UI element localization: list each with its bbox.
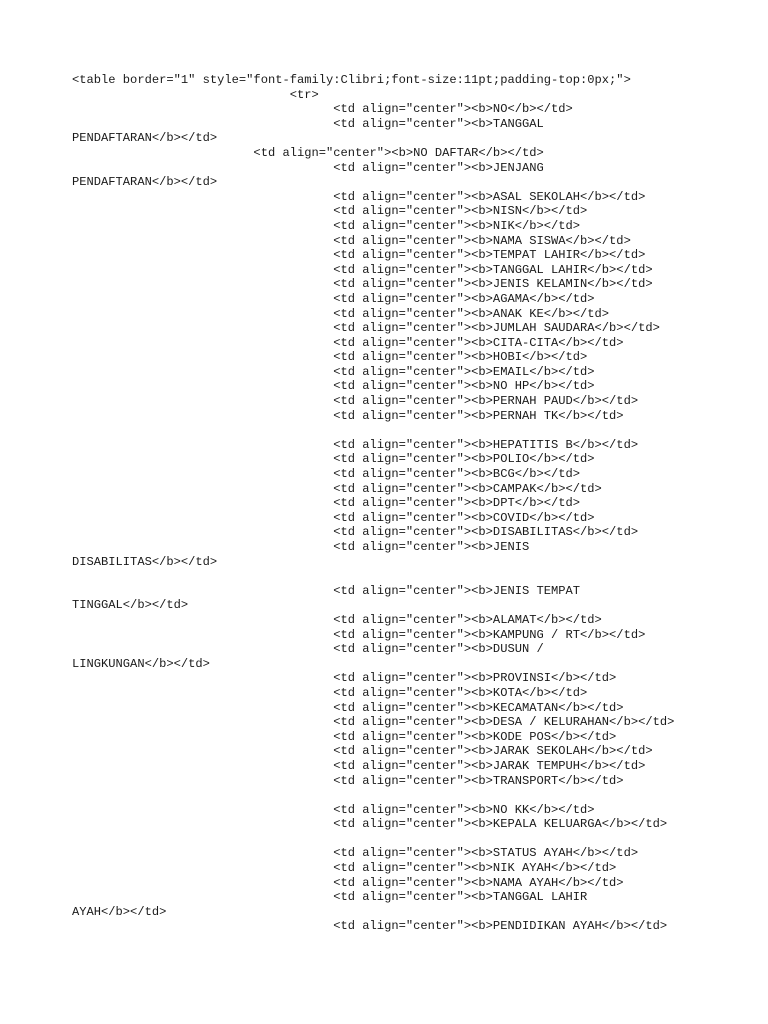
- code-line: <td align="center"><b>DUSUN /: [72, 642, 544, 657]
- code-line: [72, 832, 752, 847]
- code-line: PENDAFTARAN</b></td>: [72, 131, 218, 146]
- code-line: <td align="center"><b>DISABILITAS</b></td>: [72, 525, 639, 540]
- code-line: <td align="center"><b>TEMPAT LAHIR</b></td>: [72, 248, 646, 263]
- code-line: <td align="center"><b>NIK</b></td>: [72, 218, 581, 233]
- code-line: <td align="center"><b>ALAMAT</b></td>: [72, 612, 602, 627]
- code-line: <td align="center"><b>NIK AYAH</b></td>: [72, 861, 617, 876]
- code-line: PENDAFTARAN</b></td>: [72, 175, 218, 190]
- code-line: [72, 423, 752, 438]
- code-line: <td align="center"><b>ASAL SEKOLAH</b></td>: [72, 189, 646, 204]
- code-line: AYAH</b></td>: [72, 904, 167, 919]
- code-line: <td align="center"><b>KODE POS</b></td>: [72, 729, 617, 744]
- code-line: <td align="center"><b>PERNAH PAUD</b></td>: [72, 394, 639, 409]
- code-line: <td align="center"><b>JENIS TEMPAT: [72, 583, 581, 598]
- code-line: <td align="center"><b>JENJANG: [72, 160, 544, 175]
- code-line: <td align="center"><b>JUMLAH SAUDARA</b></td>: [72, 321, 660, 336]
- code-line: <td align="center"><b>JENIS KELAMIN</b></td>: [72, 277, 653, 292]
- code-line: <td align="center"><b>NO</b></td>: [72, 102, 573, 117]
- code-line: <td align="center"><b>NO KK</b></td>: [72, 802, 595, 817]
- code-line: <td align="center"><b>BCG</b></td>: [72, 467, 581, 482]
- code-line: <td align="center"><b>COVID</b></td>: [72, 510, 595, 525]
- code-line: <td align="center"><b>DPT</b></td>: [72, 496, 581, 511]
- code-line: [72, 788, 752, 803]
- code-line: <td align="center"><b>CAMPAK</b></td>: [72, 481, 602, 496]
- code-line: <td align="center"><b>NISN</b></td>: [72, 204, 588, 219]
- code-line: LINGKUNGAN</b></td>: [72, 656, 210, 671]
- code-line: <td align="center"><b>NO HP</b></td>: [72, 379, 595, 394]
- code-line: <td align="center"><b>TANGGAL LAHIR</b></td>: [72, 262, 653, 277]
- code-line: DISABILITAS</b></td>: [72, 554, 218, 569]
- code-line: <td align="center"><b>NAMA AYAH</b></td>: [72, 875, 624, 890]
- code-line: <td align="center"><b>NAMA SISWA</b></td>: [72, 233, 631, 248]
- code-line: <td align="center"><b>TRANSPORT</b></td>: [72, 773, 624, 788]
- code-line: <td align="center"><b>TANGGAL: [72, 116, 544, 131]
- code-line: <td align="center"><b>KAMPUNG / RT</b></td>: [72, 627, 646, 642]
- code-listing: [72, 73, 752, 934]
- code-line: TINGGAL</b></td>: [72, 598, 189, 613]
- code-line: <table border="1" style="font-family:Clibri;font-size:11pt;padding-top:0px;">: [72, 73, 631, 87]
- code-line: <td align="center"><b>PROVINSI</b></td>: [72, 671, 617, 686]
- code-line: <td align="center"><b>PERNAH TK</b></td>: [72, 408, 624, 423]
- code-line: <td align="center"><b>JARAK SEKOLAH</b></td>: [72, 744, 653, 759]
- code-line: <td align="center"><b>EMAIL</b></td>: [72, 364, 595, 379]
- code-line: [72, 569, 752, 584]
- code-line: <td align="center"><b>KECAMATAN</b></td>: [72, 700, 624, 715]
- code-line: <td align="center"><b>JENIS: [72, 540, 530, 554]
- code-line: <td align="center"><b>CITA-CITA</b></td>: [72, 335, 624, 350]
- code-line: <td align="center"><b>KEPALA KELUARGA</b></td>: [72, 817, 668, 832]
- code-line: <td align="center"><b>TANGGAL LAHIR: [72, 890, 588, 905]
- code-line: <td align="center"><b>ANAK KE</b></td>: [72, 306, 610, 321]
- code-line: <td align="center"><b>HEPATITIS B</b></td>: [72, 437, 639, 452]
- code-line: <td align="center"><b>JARAK TEMPUH</b></td>: [72, 758, 646, 773]
- code-line: <td align="center"><b>AGAMA</b></td>: [72, 291, 595, 306]
- code-line: <td align="center"><b>KOTA</b></td>: [72, 685, 588, 700]
- code-line: <td align="center"><b>HOBI</b></td>: [72, 350, 588, 365]
- code-line: <td align="center"><b>NO DAFTAR</b></td>: [72, 145, 544, 160]
- code-line: <tr>: [72, 87, 319, 102]
- code-line: <td align="center"><b>PENDIDIKAN AYAH</b></td>: [72, 919, 668, 934]
- code-line: <td align="center"><b>POLIO</b></td>: [72, 452, 595, 467]
- code-line: <td align="center"><b>STATUS AYAH</b></td>: [72, 846, 639, 861]
- code-line: <td align="center"><b>DESA / KELURAHAN</b></td>: [72, 715, 675, 730]
